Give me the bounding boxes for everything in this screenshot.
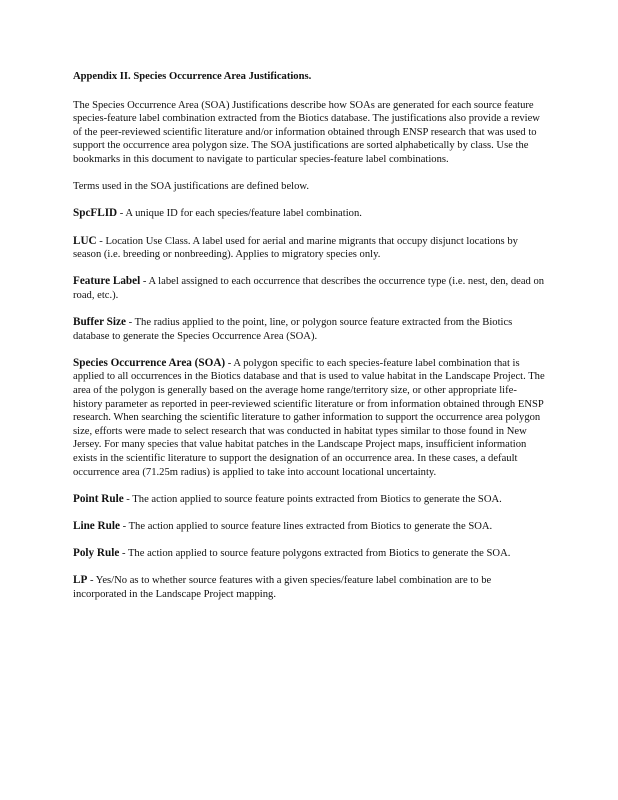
term-name: LUC — [73, 234, 97, 247]
term-definition: The radius applied to the point, line, or polygon source feature extracted from the Biotics database to generate the Species Occurrence Area (SOA). — [73, 317, 513, 342]
document-page — [73, 70, 545, 615]
term-definition: The action applied to source feature lines extracted from Biotics to generate the SOA. — [128, 521, 493, 532]
term-name: Poly Rule — [73, 547, 120, 560]
terms-intro-paragraph: Terms used in the SOA justifications are defined below. — [73, 181, 309, 193]
term-feature-label — [73, 275, 545, 302]
term-species-occurrence-area — [73, 357, 545, 479]
term-definition: The action applied to source feature polygons extracted from Biotics to generate the SOA. — [127, 548, 511, 560]
term-separator: - — [140, 276, 149, 288]
term-separator: - — [119, 548, 128, 560]
term-poly-rule — [73, 547, 545, 561]
term-name: LP — [73, 574, 88, 587]
term-point-rule — [73, 493, 545, 507]
term-definition: A unique ID for each species/feature label combination. — [125, 208, 362, 220]
term-name: Line Rule — [73, 520, 120, 532]
term-spcflid — [73, 207, 545, 221]
term-name: Point Rule — [73, 492, 124, 505]
term-name: Buffer Size — [73, 316, 126, 329]
term-separator: - — [123, 493, 133, 505]
term-separator: - — [96, 235, 106, 247]
term-separator: - — [87, 575, 96, 587]
term-buffer-size — [73, 316, 545, 343]
intro-paragraph: The Species Occurrence Area (SOA) Justifications describe how SOAs are generated for each source feature species-feature label combination extracted from the Biotics database. The justifications also provide a review of the peer-reviewed scientific literature and/or information obtained through ENSP research that was used to support the occurrence area polygon size. The SOA justifications are sorted alphabetically by class. Use the bookmarks in this document to navigate to particular species-feature label combinations. — [73, 99, 540, 165]
term-separator: - — [117, 208, 126, 220]
term-luc — [73, 235, 545, 262]
term-definition: Yes/No as to whether source features with a given species/feature label combination are to be incorporated in the Landscape Project mapping. — [73, 575, 492, 600]
term-definition: A label assigned to each occurrence that describes the occurrence type (i.e. nest, den, dead on road, etc.). — [73, 276, 545, 301]
term-definition: Location Use Class. A label used for aerial and marine migrants that occupy disjunct locations by season (i.e. breeding or nonbreeding). Applies to migratory species only. — [73, 235, 518, 261]
term-line-rule — [73, 520, 545, 534]
document-title: Appendix II. Species Occurrence Area Justifications. — [73, 71, 312, 82]
term-separator: - — [125, 317, 135, 329]
term-name: Species Occurrence Area (SOA) — [73, 356, 226, 369]
term-separator: - — [119, 521, 129, 532]
term-lp — [73, 574, 545, 601]
term-definition: A polygon specific to each species-feature label combination that is applied to all occurrences in the Biotics database and that is used to value habitat in the Landscape Project. The area of the polygon is generally based on the average home range/territory size, or other appropriate life-history parameter as reported in peer-reviewed scientific literature or from information obtained through ENSP research. When searching the scientific literature to gather information to support the occurrence area polygon size, efforts were made to select research that was conducted in habitat types similar to those found in New Jersey. For many species that value habitat patches in the Landscape Project maps, insufficient information exists in the scientific literature to support the designation of an occurrence area. In these cases, a default occurrence area (71.25m radius) is applied to take into account locational uncertainty. — [73, 357, 545, 478]
term-name: Feature Label — [73, 275, 141, 288]
term-definition: The action applied to source feature points extracted from Biotics to generate the SOA. — [132, 493, 502, 505]
term-separator: - — [225, 357, 234, 369]
term-name: SpcFLID — [73, 207, 118, 220]
